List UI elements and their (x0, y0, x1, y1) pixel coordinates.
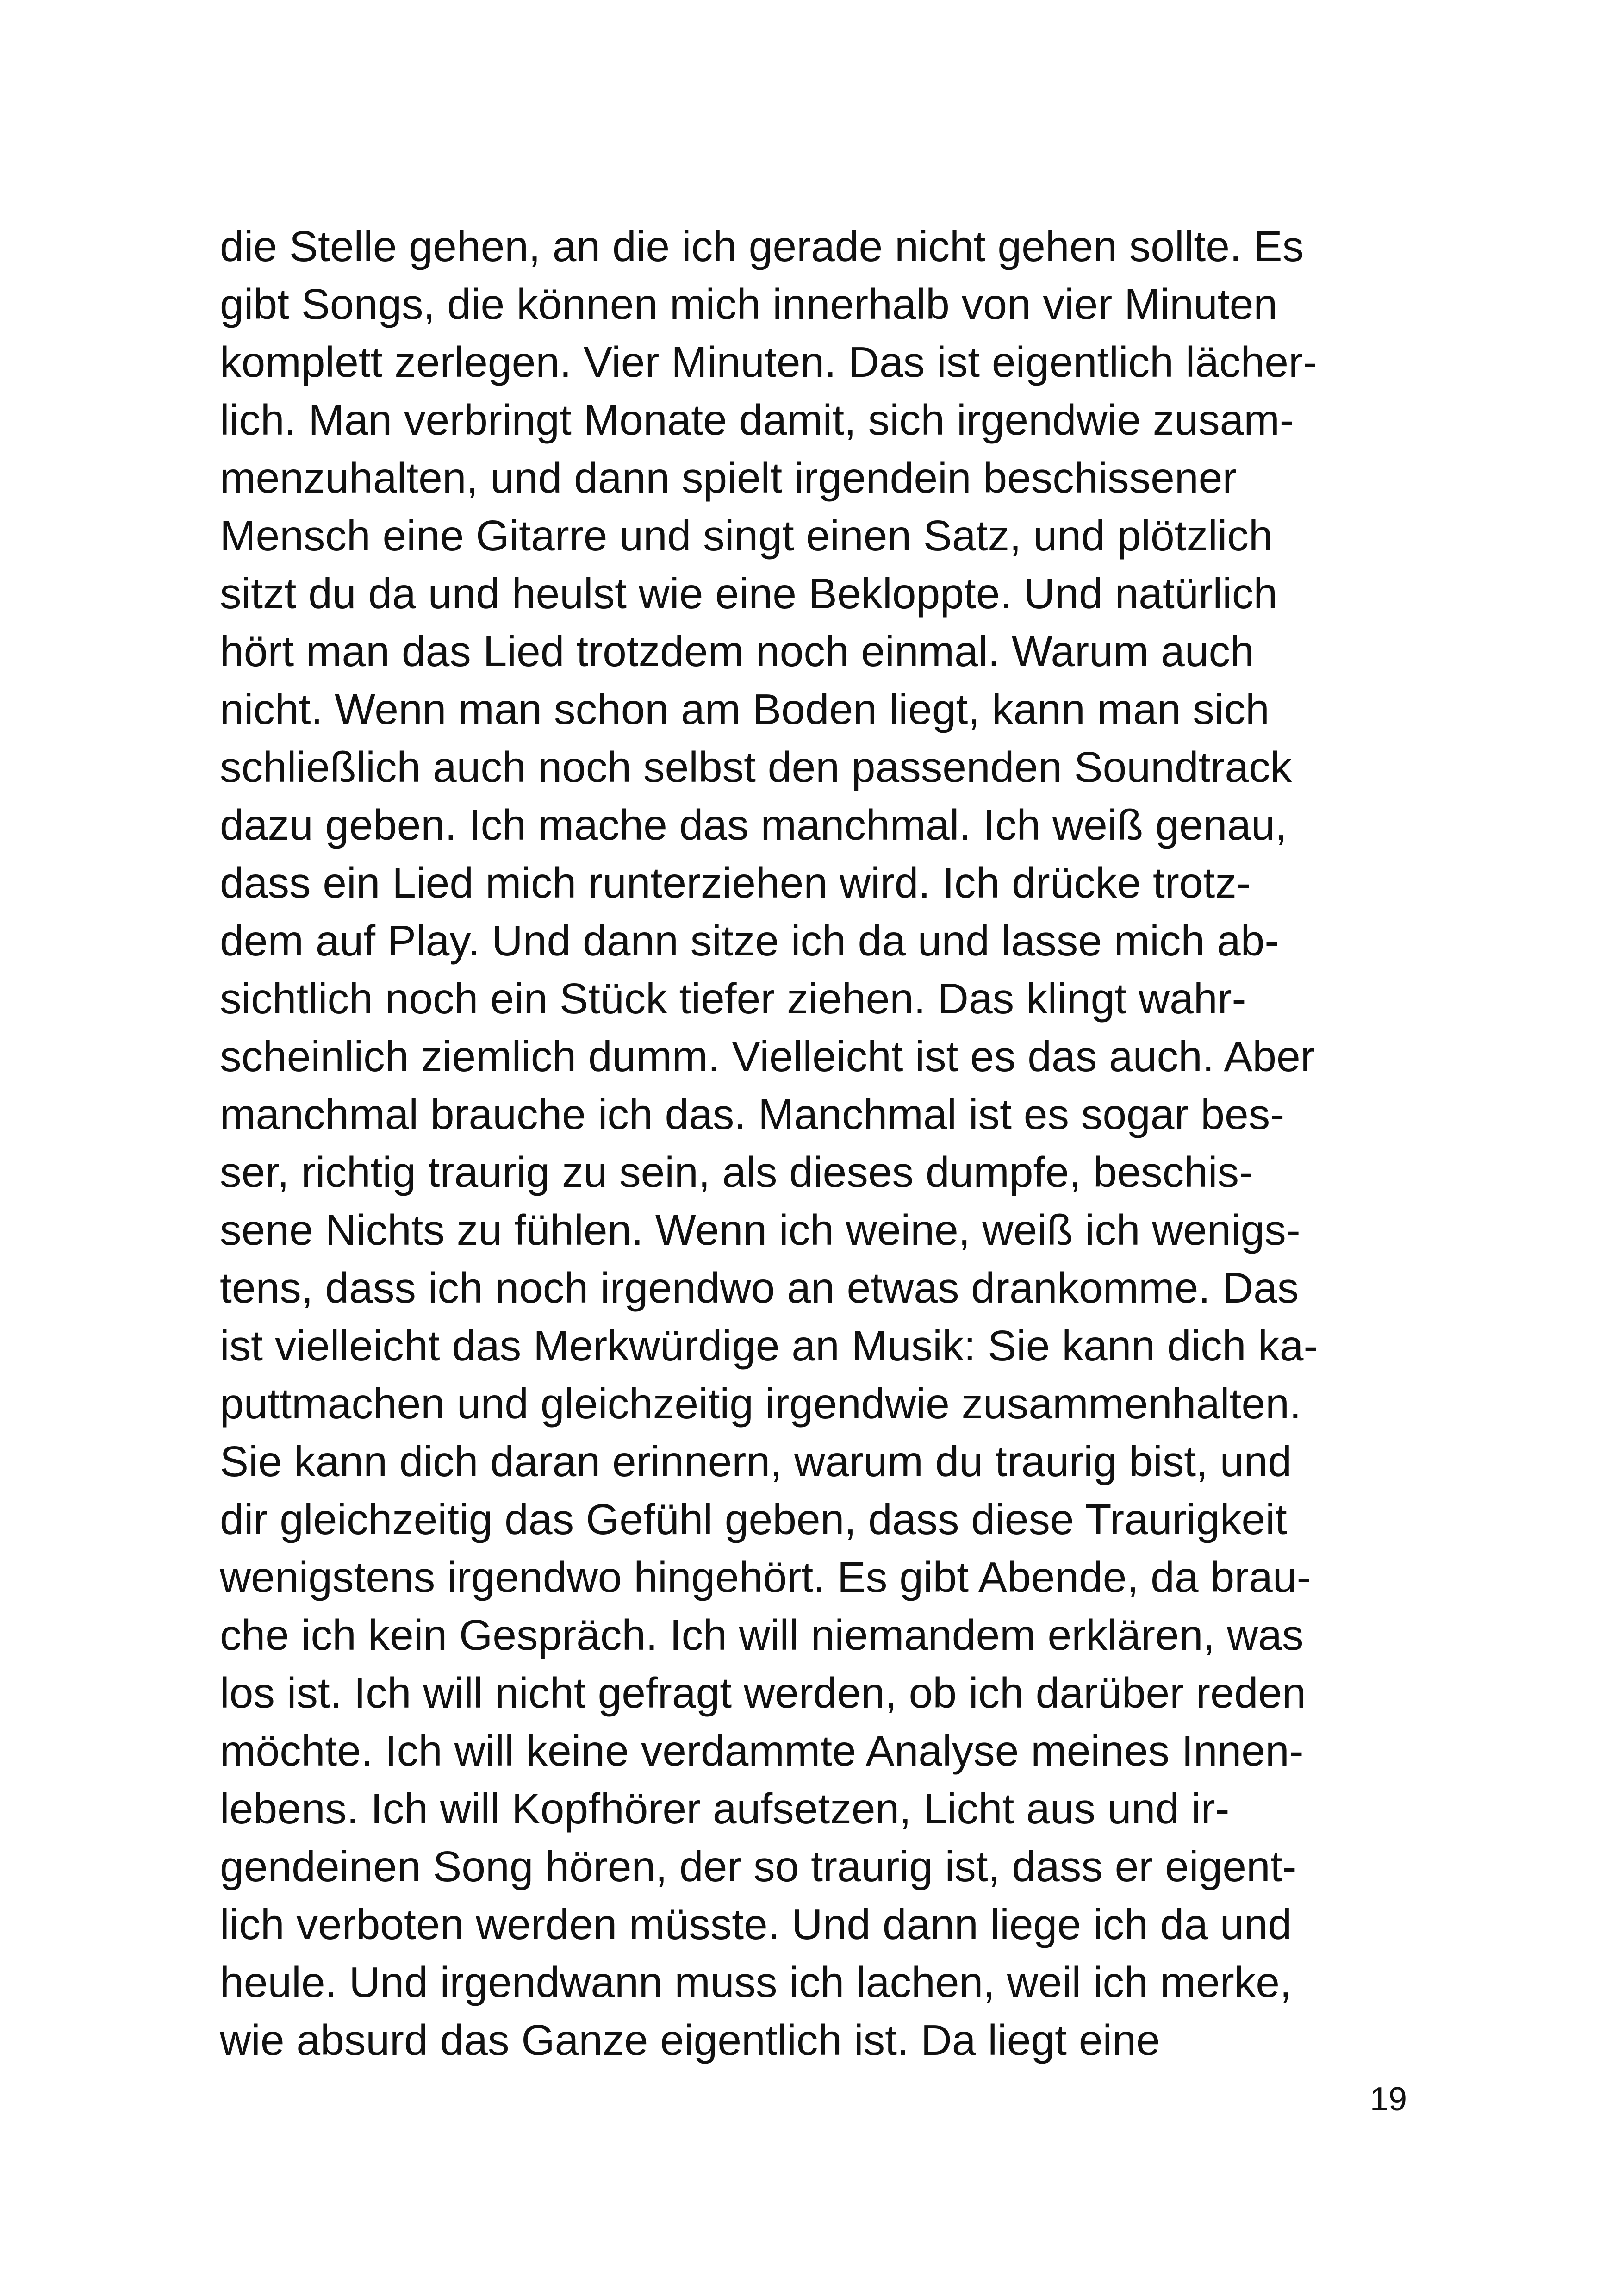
page-number: 19 (1369, 2081, 1407, 2118)
text-line: manchmal brauche ich das. Manchmal ist es sogar bes- (220, 1090, 1285, 1138)
text-line: menzuhalten, und dann spielt irgendein beschissener (220, 454, 1237, 502)
text-line: nicht. Wenn man schon am Boden liegt, kann man sich (220, 685, 1270, 733)
text-line: los ist. Ich will nicht gefragt werden, ob ich darüber reden (220, 1669, 1306, 1717)
text-line: die Stelle gehen, an die ich gerade nicht gehen sollte. Es (220, 222, 1304, 270)
text-line: gendeinen Song hören, der so traurig ist, dass er eigent- (220, 1842, 1297, 1890)
text-line: ist vielleicht das Merkwürdige an Musik: Sie kann dich ka- (220, 1322, 1318, 1370)
text-line: sichtlich noch ein Stück tiefer ziehen. Das klingt wahr- (220, 974, 1246, 1023)
text-line: möchte. Ich will keine verdammte Analyse meines Innen- (220, 1727, 1304, 1775)
text-line: lich verboten werden müsste. Und dann liege ich da und (220, 1900, 1292, 1948)
text-line: sene Nichts zu fühlen. Wenn ich weine, weiß ich wenigs- (220, 1206, 1301, 1254)
text-line: hört man das Lied trotzdem noch einmal. Warum auch (220, 627, 1254, 675)
text-line: Sie kann dich daran erinnern, warum du traurig bist, und (220, 1437, 1292, 1485)
text-line: scheinlich ziemlich dumm. Vielleicht ist es das auch. Aber (220, 1032, 1315, 1080)
text-line: heule. Und irgendwann muss ich lachen, weil ich merke, (220, 1958, 1292, 2006)
text-line: dir gleichzeitig das Gefühl geben, dass diese Traurigkeit (220, 1495, 1287, 1543)
text-line: ser, richtig traurig zu sein, als dieses dumpfe, beschis- (220, 1148, 1253, 1196)
text-line: wie absurd das Ganze eigentlich ist. Da liegt eine (220, 2016, 1160, 2064)
text-line: sitzt du da und heulst wie eine Bekloppte. Und natürlich (220, 569, 1278, 618)
text-line: puttmachen und gleichzeitig irgendwie zusammenhalten. (220, 1379, 1301, 1428)
text-line: Mensch eine Gitarre und singt einen Satz, und plötzlich (220, 512, 1273, 560)
text-line: lich. Man verbringt Monate damit, sich irgendwie zusam- (220, 396, 1294, 444)
text-line: che ich kein Gespräch. Ich will niemandem erklären, was (220, 1611, 1304, 1659)
text-line: dem auf Play. Und dann sitze ich da und lasse mich ab- (220, 917, 1279, 965)
body-text (220, 218, 1423, 2069)
text-line: dazu geben. Ich mache das manchmal. Ich weiß genau, (220, 801, 1287, 849)
text-line: wenigstens irgendwo hingehört. Es gibt Abende, da brau- (220, 1553, 1311, 1601)
text-line: dass ein Lied mich runterziehen wird. Ich drücke trotz- (220, 859, 1251, 907)
text-line: gibt Songs, die können mich innerhalb von vier Minuten (220, 280, 1278, 328)
text-line: schließlich auch noch selbst den passenden Soundtrack (220, 743, 1292, 791)
text-line: tens, dass ich noch irgendwo an etwas drankomme. Das (220, 1264, 1299, 1312)
text-line: lebens. Ich will Kopfhörer aufsetzen, Licht aus und ir- (220, 1784, 1230, 1833)
text-line: komplett zerlegen. Vier Minuten. Das ist eigentlich lächer- (220, 338, 1317, 386)
